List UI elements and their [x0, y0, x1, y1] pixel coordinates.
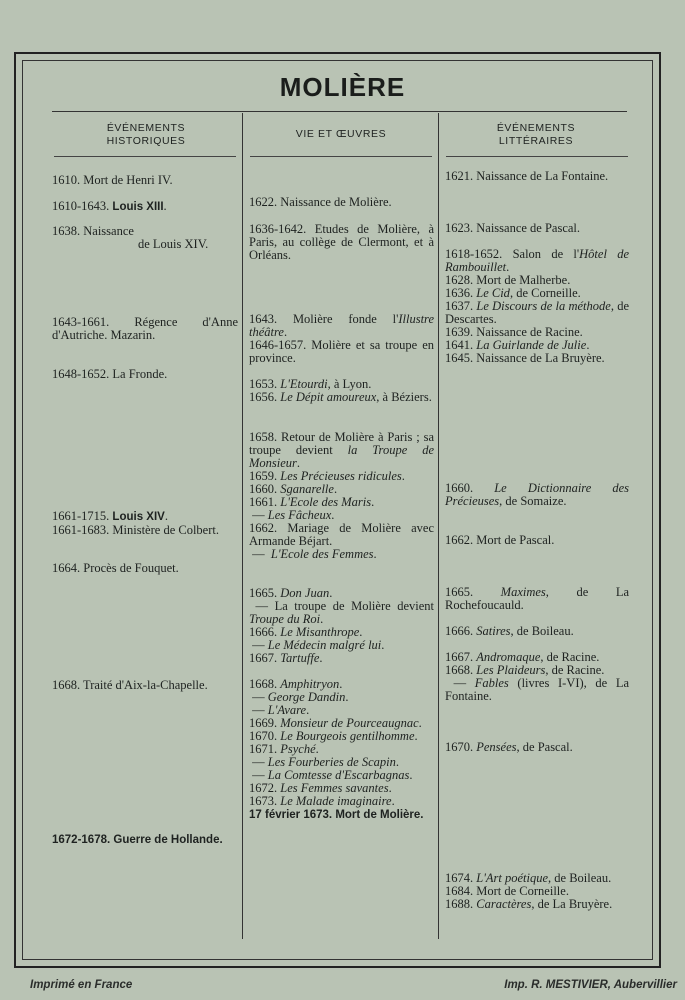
historiques-entry-1: 1610-1643. Louis XIII. — [52, 199, 167, 213]
header-litteraires-line1: ÉVÉNEMENTS — [496, 122, 576, 134]
historiques-entry-3: 1643-1661. Régence d'Anne d'Autriche. Mazarin. — [52, 315, 238, 342]
column-divider-1 — [242, 113, 243, 939]
header-vie-oeuvres: VIE ET ŒUVRES — [295, 128, 387, 140]
litteraires-entry-1: 1623. Naissance de Pascal. — [445, 221, 581, 235]
litteraires-entry-3: 1660. Le Dictionnaire des Précieuses, de Somaize. — [445, 481, 630, 508]
litteraires-entry-5: 1665. Maximes, de La Rochefoucauld. — [445, 585, 629, 612]
historiques-entry-0: 1610. Mort de Henri IV. — [52, 173, 173, 187]
header-historiques — [52, 122, 240, 148]
historiques-entry-4: 1648-1652. La Fronde. — [52, 367, 168, 381]
vie-entry-4: 1658. Retour de Molière à Paris ; sa troupe devient la Troupe de Monsieur. 1659. Les Précieuses ridicules. 1660. Sganarelle. 1661. L'Ecole des Maris. — Les Fâcheux. 1662. Mariage de Molière avec Armande Béjart. — L'Ecole des Femmes. — [249, 430, 434, 561]
litteraires-entry-2: 1618-1652. Salon de l'Hôtel de Rambouillet. 1628. Mort de Malherbe. 1636. Le Cid, de Corneille. 1637. Le Discours de la méthode, de Descartes. 1639. Naissance de Racine. 1641. La Guirlande de Julie. 1645. Naissance de La Bruyère. — [445, 247, 630, 365]
vie-entry-0: 1622. Naissance de Molière. — [249, 195, 392, 209]
header-rule-1 — [54, 156, 236, 157]
title-rule — [52, 111, 627, 112]
header-historiques-line1: ÉVÉNEMENTS — [106, 122, 186, 134]
column-divider-2 — [438, 113, 439, 939]
vie-entry-5: 1665. Don Juan. — La troupe de Molière devient Troupe du Roi. 1666. Le Misanthrope. — Le Médecin malgré lui. 1667. Tartuffe. — [249, 586, 434, 665]
vie-entry-2: 1643. Molière fonde l'Illustre théâtre. 1646-1657. Molière et sa troupe en province. — [249, 312, 434, 365]
header-litteraires-line2: LITTÉRAIRES — [498, 135, 574, 147]
litteraires-entry-9: 1674. L'Art poétique, de Boileau. 1684. Mort de Corneille. 1688. Caractères, de La Bruyère. — [445, 871, 613, 911]
header-rule-2 — [250, 156, 432, 157]
header-litteraires — [442, 122, 630, 148]
vie-entry-6: 1668. Amphitryon. — George Dandin. — L'Avare. 1669. Monsieur de Pourceaugnac. 1670. Le Bourgeois gentilhomme. 1671. Psyché. — Les Fourberies de Scapin. — La Comtesse d'Escarbagnas. 1672. Les Femmes savantes. 1673. Le Malade imaginaire. 17 février 1673. Mort de Molière. — [249, 677, 424, 821]
litteraires-entry-8: 1670. Pensées, de Pascal. — [445, 740, 573, 754]
footer-left: Imprimé en France — [30, 979, 133, 991]
historiques-entry-2: 1638. Naissance de Louis XIV. — [52, 224, 209, 251]
litteraires-entry-6: 1666. Satires, de Boileau. — [445, 624, 574, 638]
vie-entry-1: 1636-1642. Etudes de Molière, à Paris, au collège de Clermont, et à Orléans. — [249, 222, 434, 262]
litteraires-entry-7: 1667. Andromaque, de Racine. 1668. Les Plaideurs, de Racine. — Fables (livres I-VI), de La Fontaine. — [445, 650, 629, 703]
litteraires-entry-0: 1621. Naissance de La Fontaine. — [445, 169, 609, 183]
historiques-entry-6: 1664. Procès de Fouquet. — [52, 561, 179, 575]
historiques-entry-5: 1661-1715. Louis XIV. 1661-1683. Ministère de Colbert. — [52, 509, 219, 537]
header-historiques-line2: HISTORIQUES — [106, 135, 186, 147]
header-rule-3 — [446, 156, 628, 157]
vie-entry-3: 1653. L'Etourdi, à Lyon. 1656. Le Dépit amoureux, à Béziers. — [249, 377, 432, 404]
footer-right: Imp. R. MESTIVIER, Aubervillier — [504, 979, 677, 991]
page-title: MOLIÈRE — [279, 72, 406, 102]
historiques-entry-7: 1668. Traité d'Aix-la-Chapelle. — [52, 678, 208, 692]
litteraires-entry-4: 1662. Mort de Pascal. — [445, 533, 555, 547]
historiques-entry-8: 1672-1678. Guerre de Hollande. — [52, 834, 223, 846]
